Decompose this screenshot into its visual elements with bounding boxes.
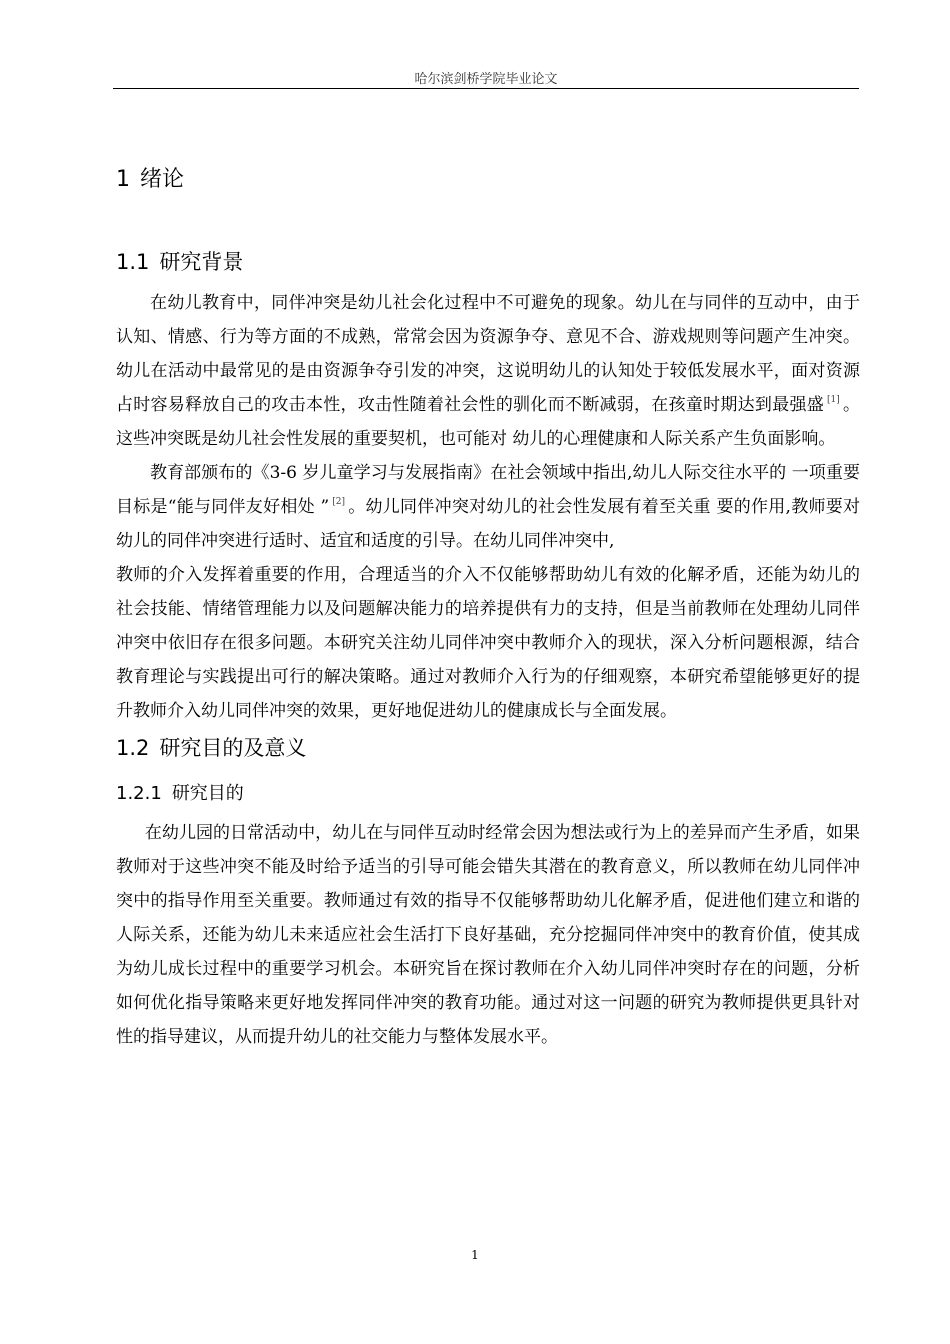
paragraph-text: 在幼儿教育中，同伴冲突是幼儿社会化过程中不可避免的现象。幼儿在与同伴的互动中，由于认知、情感、行为等方面的不成熟，常常会因为资源争夺、意见不合、游戏规则等问题产生冲突。幼儿在活动中最常见的是由资源争夺引发的冲突，这说明幼儿的认知处于较低发展水平，面对资源占时容易释放自己的攻击本性，攻击性随着社会性的驯化而不断减弱，在孩童时期达到最强盛 bbox=[116, 293, 860, 415]
citation-ref: [2] bbox=[332, 497, 345, 507]
chapter-number: 1 bbox=[116, 167, 130, 192]
paragraph-text: 。幼儿同伴冲突对幼儿的社会性发展有着至关重 要的作用,教师要对幼儿的同伴冲突进行适时、适宜和适度的引导。在幼儿同伴冲突中, bbox=[116, 497, 860, 551]
section-heading-1-2 bbox=[116, 728, 860, 768]
paragraph: 教师的介入发挥着重要的作用，合理适当的介入不仅能够帮助幼儿有效的化解矛盾，还能为幼儿的社会技能、情绪管理能力以及问题解决能力的培养提供有力的支持，但是当前教师在处理幼儿同伴冲突中依旧存在很多问题。本研究关注幼儿同伴冲突中教师介入的现状，深入分析问题根源，结合教育理论与实践提出可行的解决策略。通过对教师介入行为的仔细观察，本研究希望能够更好的提升教师介入幼儿同伴冲突的效果，更好地促进幼儿的健康成长与全面发展。 bbox=[116, 565, 860, 721]
page-body bbox=[116, 158, 860, 1054]
subsection-heading-1-2-1 bbox=[116, 776, 860, 812]
paragraph-text: 教育部颁布的《3-6 岁儿童学习与发展指南》在社会领域中指出,幼儿人际交往水平的 一项重要目标是“能与同伴友好相处 ” bbox=[116, 463, 860, 517]
paragraph bbox=[116, 456, 860, 558]
section-title: 研究背景 bbox=[159, 250, 244, 274]
citation-ref: [1] bbox=[826, 395, 840, 405]
section-number: 1.2 bbox=[116, 736, 150, 760]
section-number: 1.1 bbox=[116, 250, 150, 274]
paragraph: 在幼儿园的日常活动中，幼儿在与同伴互动时经常会因为想法或行为上的差异而产生矛盾，如果教师对于这些冲突不能及时给予适当的引导可能会错失其潜在的教育意义，所以教师在幼儿同伴冲突中的指导作用至关重要。教师通过有效的指导不仅能够帮助幼儿化解矛盾，促进他们建立和谐的人际关系，还能为幼儿未来适应社会生活打下良好基础，充分挖掘同伴冲突中的教育价值，使其成为幼儿成长过程中的重要学习机会。本研究旨在探讨教师在介入幼儿同伴冲突时存在的问题，分析如何优化指导策略来更好地发挥同伴冲突的教育功能。通过对这一问题的研究为教师提供更具针对性的指导建议，从而提升幼儿的社交能力与整体发展水平。 bbox=[116, 823, 860, 1047]
section-title: 研究目的及意义 bbox=[159, 736, 307, 760]
section-heading-1-1 bbox=[116, 242, 860, 282]
chapter-title: 绪论 bbox=[140, 167, 185, 192]
subsection-number: 1.2.1 bbox=[116, 783, 162, 804]
running-header: 哈尔滨剑桥学院毕业论文 bbox=[414, 72, 558, 87]
paragraph-text: 。这些冲突既是幼儿社会性发展的重要契机，也可能对 幼儿的心理健康和人际关系产生负面影响。 bbox=[116, 395, 861, 449]
page-number: 1 bbox=[471, 1248, 479, 1262]
header-rule bbox=[113, 88, 859, 89]
chapter-heading bbox=[116, 158, 860, 202]
subsection-title: 研究目的 bbox=[171, 783, 244, 804]
paragraph bbox=[116, 286, 860, 456]
